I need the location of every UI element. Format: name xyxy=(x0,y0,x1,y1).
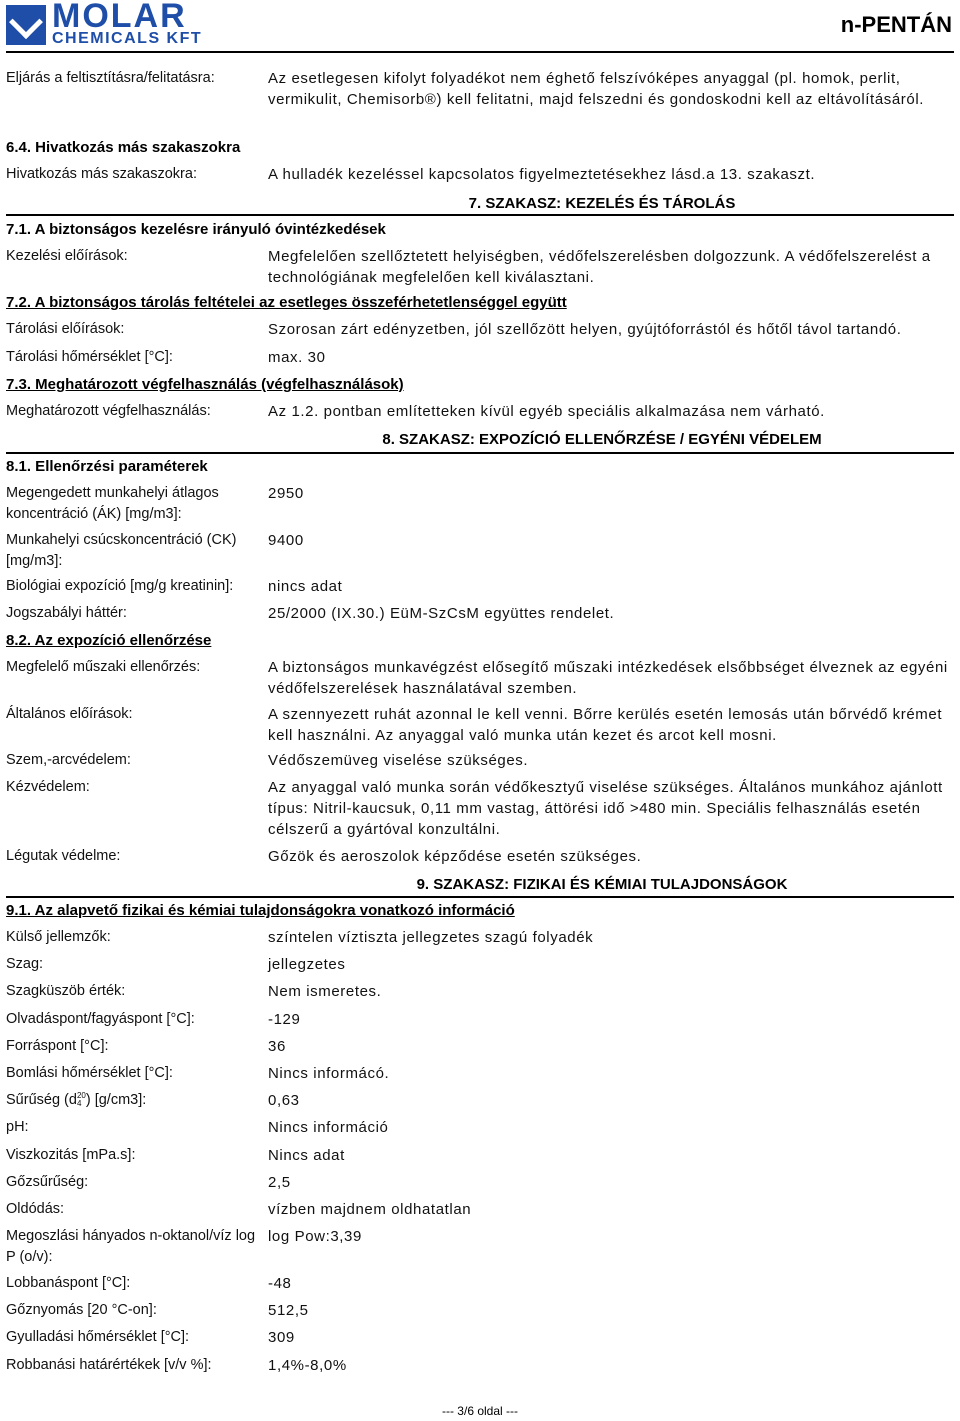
property-value: 2,5 xyxy=(268,1174,291,1191)
property-label-text: Forráspont [°C]: xyxy=(6,1038,109,1054)
property-value: Nem ismeretes. xyxy=(268,983,382,1000)
tech-control-value: A biztonságos munkavégzést elősegítő műszaki intézkedések elsőbbséget élveznek az egyéni védőfelszerelések használatával szemben. xyxy=(268,659,948,697)
property-label xyxy=(6,1273,264,1294)
property-label-text: pH: xyxy=(6,1119,29,1135)
property-value: vízben majdnem oldhatatlan xyxy=(268,1201,472,1218)
property-label xyxy=(6,1355,264,1376)
property-label xyxy=(6,1327,264,1348)
property-label xyxy=(6,1226,264,1268)
reference-value: A hulladék kezeléssel kapcsolatos figyelmeztetésekhez lásd.a 13. szakaszt. xyxy=(268,166,816,183)
section-7-title: 7. SZAKASZ: KEZELÉS ÉS TÁROLÁS xyxy=(468,195,736,212)
property-label xyxy=(6,1172,264,1193)
page-header xyxy=(0,0,960,50)
property-label xyxy=(6,1300,264,1321)
section-7-2-heading: 7.2. A biztonságos tárolás feltételei az esetleges összeférhetetlenséggel együtt xyxy=(6,294,567,311)
property-value: 309 xyxy=(268,1329,295,1346)
hand-protection-value: Az anyaggal való munka során védőkesztyű viselése szükséges. Általános munkához ajánlott típus: Nitril-kaucsuk, 0,11 mm vastag, áttörési idő >480 min. Speciális felhasználás esetén célszerű a gyártóval konzultálni. xyxy=(268,779,943,838)
property-label-text: Gőznyomás [20 °C-on]: xyxy=(6,1302,157,1318)
property-value: 1,4%-8,0% xyxy=(268,1357,347,1374)
property-label xyxy=(6,1036,264,1057)
general-value: A szennyezett ruhát azonnal le kell venni. Bőrre kerülés esetén lemosás után bőrvédő krémet kell használni. Az anyaggal való munka után kezet és arcot kell mosni. xyxy=(268,706,943,744)
reference-label: Hivatkozás más szakaszokra: xyxy=(6,166,197,182)
respiratory-label: Légutak védelme: xyxy=(6,848,121,864)
property-label-text: Gyulladási hőmérséklet [°C]: xyxy=(6,1329,190,1345)
logo-bottom-text: CHEMICALS KFT xyxy=(52,30,203,47)
respiratory-value: Gőzök és aeroszolok képződése esetén szükséges. xyxy=(268,848,642,865)
ak-label: Megengedett munkahelyi átlagos koncentráció (ÁK) [mg/m3]: xyxy=(6,485,219,522)
property-value: -129 xyxy=(268,1011,301,1028)
bio-value: nincs adat xyxy=(268,578,343,595)
ck-value: 9400 xyxy=(268,532,304,549)
section-8-2-heading: 8.2. Az expozíció ellenőrzése xyxy=(6,632,212,649)
ck-label: Munkahelyi csúcskoncentráció (CK) [mg/m3]: xyxy=(6,532,237,569)
section-7-divider xyxy=(6,214,954,216)
property-label xyxy=(6,981,264,1002)
eye-protection-label: Szem,-arcvédelem: xyxy=(6,752,131,768)
page-footer: --- 3/6 oldal --- xyxy=(441,1404,518,1418)
property-label xyxy=(6,1063,264,1084)
property-label-text: Olvadáspont/fagyáspont [°C]: xyxy=(6,1011,195,1027)
section-9-title: 9. SZAKASZ: FIZIKAI ÉS KÉMIAI TULAJDONSÁGOK xyxy=(416,876,788,893)
tech-control-label: Megfelelő műszaki ellenőrzés: xyxy=(6,659,201,675)
density-sub: 4 xyxy=(76,1099,82,1109)
property-value: jellegzetes xyxy=(268,956,346,973)
section-8-divider xyxy=(6,452,954,454)
handling-label: Kezelési előírások: xyxy=(6,248,128,264)
property-label xyxy=(6,1090,264,1111)
property-label-text: Külső jellemzők: xyxy=(6,929,111,945)
property-value: 0,63 xyxy=(268,1092,300,1109)
property-label xyxy=(6,954,264,975)
property-label-text: Robbanási határértékek [v/v %]: xyxy=(6,1357,212,1373)
logo-top-text: MOLAR xyxy=(52,0,187,35)
section-7-3-heading: 7.3. Meghatározott végfelhasználás (végfelhasználások) xyxy=(6,376,404,393)
header-divider xyxy=(6,51,954,53)
property-label-text: Gőzsűrűség: xyxy=(6,1174,89,1190)
enduse-label: Meghatározott végfelhasználás: xyxy=(6,403,211,419)
property-label-text: Szag: xyxy=(6,956,44,972)
ak-value: 2950 xyxy=(268,485,304,502)
property-value: log Pow:3,39 xyxy=(268,1228,362,1245)
storage-temp-value: max. 30 xyxy=(268,349,326,366)
property-label-text: Szagküszöb érték: xyxy=(6,983,126,999)
section-7-1-heading: 7.1. A biztonságos kezelésre irányuló óvintézkedések xyxy=(6,221,386,238)
property-value: Nincs informácó. xyxy=(268,1065,390,1082)
handling-value: Megfelelően szellőztetett helyiségben, védőfelszerelésben dolgozzunk. A védőfelszerelést a technológiának megfelelően kell kiválasztani. xyxy=(268,248,931,286)
general-label: Általános előírások: xyxy=(6,706,133,722)
property-value: 36 xyxy=(268,1038,286,1055)
product-name: n-PENTÁN xyxy=(840,12,952,37)
storage-temp-label: Tárolási hőmérséklet [°C]: xyxy=(6,349,173,365)
density-index xyxy=(77,1092,86,1108)
eye-protection-value: Védőszemüveg viselése szükséges. xyxy=(268,752,529,769)
enduse-value: Az 1.2. pontban említetteken kívül egyéb speciális alkalmazása nem várható. xyxy=(268,403,825,420)
property-label-tail: ) [g/cm3]: xyxy=(85,1092,147,1108)
logo-mark-icon xyxy=(6,5,46,45)
property-label xyxy=(6,1009,264,1030)
property-label xyxy=(6,927,264,948)
property-label-text: Bomlási hőmérséklet [°C]: xyxy=(6,1065,173,1081)
section-9-divider xyxy=(6,896,954,898)
property-label-text: Oldódás: xyxy=(6,1201,65,1217)
cleanup-label: Eljárás a feltisztításra/felitatásra: xyxy=(6,70,215,86)
property-value: 512,5 xyxy=(268,1302,309,1319)
bio-label: Biológiai expozíció [mg/g kreatinin]: xyxy=(6,578,234,594)
property-label xyxy=(6,1117,264,1138)
property-label xyxy=(6,1145,264,1166)
company-logo xyxy=(6,0,246,47)
property-value: Nincs adat xyxy=(268,1147,345,1164)
section-8-title: 8. SZAKASZ: EXPOZÍCIÓ ELLENŐRZÉSE / EGYÉNI VÉDELEM xyxy=(382,431,822,448)
storage-label: Tárolási előírások: xyxy=(6,321,125,337)
property-label-text: Megoszlási hányados n-oktanol/víz log P (o/v): xyxy=(6,1228,256,1265)
property-label-text: Viszkozitás [mPa.s]: xyxy=(6,1147,136,1163)
property-value: -48 xyxy=(268,1275,292,1292)
section-9-1-heading: 9.1. Az alapvető fizikai és kémiai tulajdonságokra vonatkozó információ xyxy=(6,902,515,919)
hand-protection-label: Kézvédelem: xyxy=(6,779,90,795)
law-value: 25/2000 (IX.30.) EüM-SzCsM együttes rendelet. xyxy=(268,605,615,622)
law-label: Jogszabályi háttér: xyxy=(6,605,127,621)
cleanup-value: Az esetlegesen kifolyt folyadékot nem éghető felszívóképes anyaggal (pl. homok, perlit, vermikulit, Chemisorb®) kell felitatni, majd felszedni és gondoskodni kell az eltávolításáról. xyxy=(268,70,925,108)
property-label-text: Lobbanáspont [°C]: xyxy=(6,1275,131,1291)
section-6-4-heading: 6.4. Hivatkozás más szakaszokra xyxy=(6,139,241,156)
property-value: Nincs információ xyxy=(268,1119,389,1136)
section-8-1-heading: 8.1. Ellenőrzési paraméterek xyxy=(6,458,208,475)
density-sup: 20 xyxy=(76,1091,86,1101)
property-value: színtelen víztiszta jellegzetes szagú folyadék xyxy=(268,929,594,946)
property-label-text: Sűrűség (d xyxy=(6,1092,77,1108)
storage-value: Szorosan zárt edényzetben, jól szellőzött helyen, gyújtóforrástól és hőtől távol tartandó. xyxy=(268,321,902,338)
property-label xyxy=(6,1199,264,1220)
